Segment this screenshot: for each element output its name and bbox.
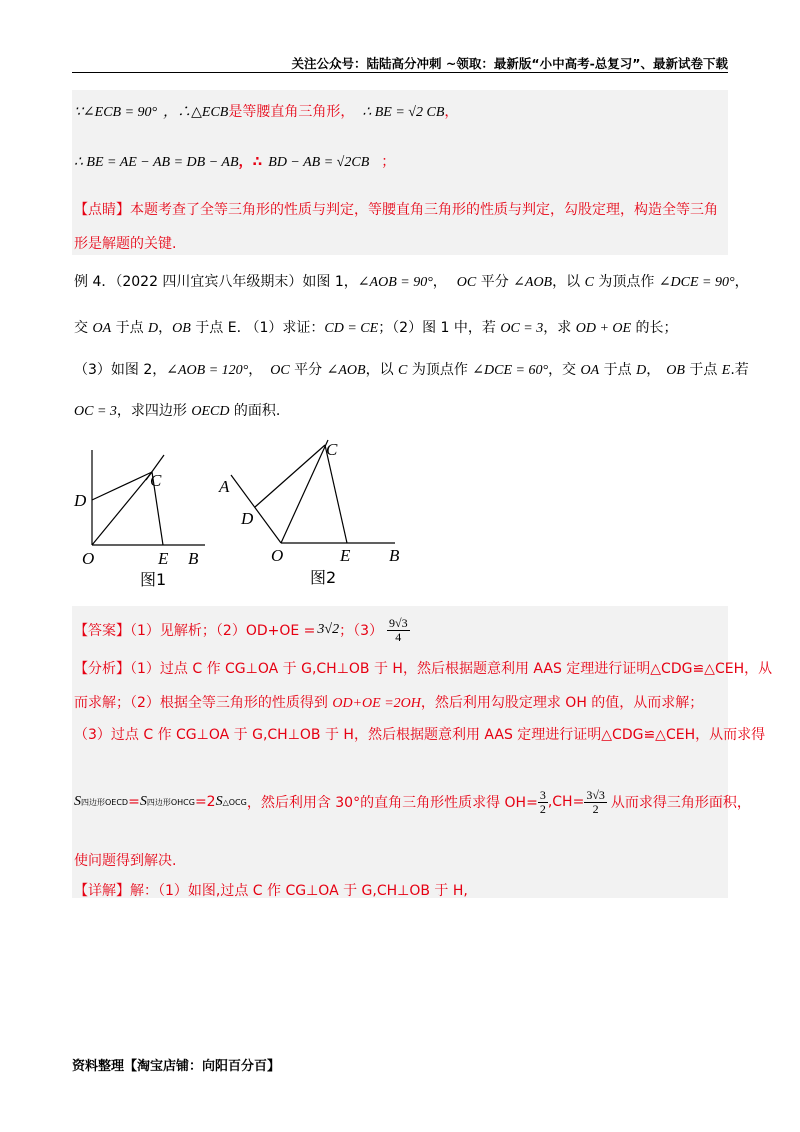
fig2-line-ce [325, 445, 347, 543]
problem-line-2: 交 OA 于点 D，OB 于点 E. （1）求证：CD = CE；（2）图 1 中，若 OC = 3，求 OD + OE 的长； [74, 320, 678, 336]
proof-line-1: ∵∠ECB = 90° ，∴△ECB是等腰直角三角形， ∴ BE = √2 CB， [74, 104, 459, 120]
fig1-label-e: E [158, 549, 169, 568]
analysis-line-4: S 四边形OECD = S 四边形OHCG =2 S △OCG ，然后利用含 30°的直角三角形性质求得 OH= $\frac{3}{2}$ ,CH= $\frac{3√3}{2}$ 从而求得三角形面积， [74, 787, 751, 816]
fig1-caption: 图1 [140, 570, 167, 589]
answer-line: 【答案】（1）见解析；（2）OD+OE = 3√2 ；（3） $\frac{9√3}{4}$ [74, 615, 408, 644]
answer-fraction: $\frac{9√3}{4}$ [389, 615, 408, 644]
ch-fraction: $\frac{3√3}{2}$ [586, 787, 605, 816]
fig2-line-cd [255, 445, 325, 507]
fig2-line-oa [231, 475, 281, 543]
fig1-line-oc [92, 472, 152, 545]
page-footer: 资料整理【淘宝店铺：向阳百分百】 [72, 1059, 281, 1074]
analysis-line-5: 使问题得到解决. [74, 853, 177, 869]
oh-fraction: $\frac{3}{2}$ [539, 787, 546, 816]
fig1-label-c: C [150, 471, 162, 490]
header-rule [72, 72, 728, 73]
fig2-line-oc [281, 440, 328, 543]
fig1-line-cd [92, 472, 152, 500]
analysis-line-1: 【分析】（1）过点 C 作 CG⊥OA 于 G,CH⊥OB 于 H，然后根据题意利用 AAS 定理进行证明△CDG≌△CEH，从 [74, 661, 773, 677]
fig1-label-b: B [188, 549, 199, 568]
fig1-label-o: O [82, 549, 95, 568]
fig2-label-e: E [340, 546, 351, 565]
analysis-line-2: 而求解；（2）根据全等三角形的性质得到 OD+OE =2OH，然后利用勾股定理求 OH 的值，从而求解； [74, 695, 704, 711]
fig2-caption: 图2 [310, 568, 337, 587]
analysis-line-3: （3）过点 C 作 CG⊥OA 于 G,CH⊥OB 于 H，然后根据题意利用 AAS 定理进行证明△CDG≌△CEH，从而求得 [74, 727, 766, 743]
fig2-label-c: C [326, 440, 338, 459]
figure-2 [215, 425, 415, 595]
figure-1 [60, 440, 220, 600]
page-header: 关注公众号：陆陆高分冲刺 ~领取：最新版“小中高考-总复习”、最新试卷下载 [291, 56, 728, 71]
fig2-label-b: B [389, 546, 400, 565]
comment-line-2: 形是解题的关键. [74, 236, 177, 252]
fig2-label-d: D [241, 509, 254, 528]
problem-line-4: OC = 3，求四边形 OECD 的面积. [74, 403, 281, 419]
problem-line-3: （3）如图 2，∠AOB = 120°， OC 平分 ∠AOB，以 C 为顶点作 ∠DCE = 60°，交 OA 于点 D， OB 于点 E.若 [74, 362, 749, 378]
fig1-label-d: D [74, 491, 87, 510]
fig2-label-a: A [219, 477, 230, 496]
fig2-label-o: O [271, 546, 284, 565]
detail-line-1: 【详解】解：（1）如图,过点 C 作 CG⊥OA 于 G,CH⊥OB 于 H, [74, 883, 468, 899]
comment-line-1: 【点睛】本题考查了全等三角形的性质与判定，等腰直角三角形的性质与判定，勾股定理，构造全等三角 [74, 202, 718, 218]
problem-line-1: 例 4．（2022 四川宜宾八年级期末）如图 1，∠AOB = 90°， OC 平分 ∠AOB，以 C 为顶点作 ∠DCE = 90°， [74, 274, 749, 290]
proof-line-2: ∴ BE = AE − AB = DB − AB，∴ BD − AB = √2CB ； [74, 154, 396, 170]
